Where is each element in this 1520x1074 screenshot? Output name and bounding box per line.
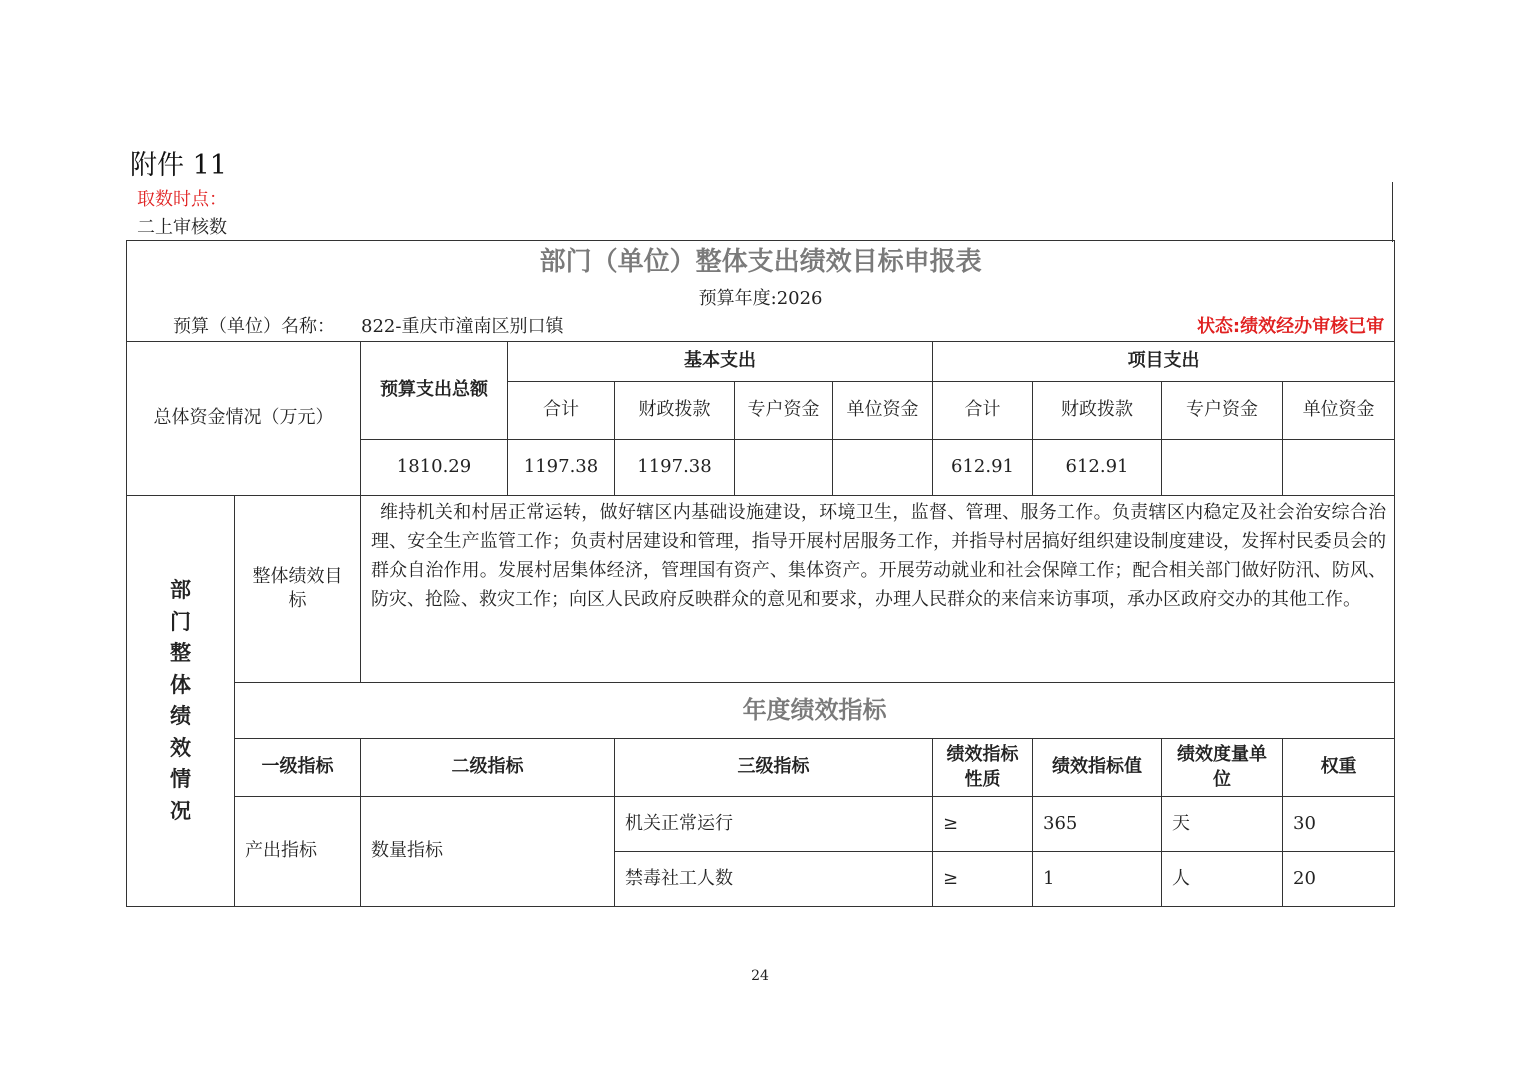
report-title: 部门（单位）整体支出绩效目标申报表 [539, 247, 982, 277]
total-budget-value: 1810.29 [361, 440, 508, 496]
project-fiscal-header: 财政拨款 [1033, 382, 1162, 440]
section-char: 整 [170, 641, 191, 665]
performance-section-label [127, 496, 235, 907]
page-right-border [1392, 182, 1393, 242]
indicator-nature: ≥ [933, 797, 1033, 852]
level1-indicator: 产出指标 [235, 797, 361, 907]
col-level2-indicator: 二级指标 [361, 739, 615, 797]
indicator-weight: 20 [1283, 852, 1395, 907]
col-weight: 权重 [1283, 739, 1395, 797]
level3-indicator: 禁毒社工人数 [615, 852, 933, 907]
total-budget-header: 预算支出总额 [361, 342, 508, 440]
attachment-label [130, 143, 227, 182]
budget-year: 预算年度:2026 [698, 288, 823, 309]
report-header [127, 241, 1395, 342]
section-char: 部 [170, 578, 191, 602]
level2-indicator: 数量指标 [361, 797, 615, 907]
basic-total-header: 合计 [508, 382, 615, 440]
section-char: 况 [170, 798, 191, 823]
take-time-label: 取数时点： [137, 189, 227, 210]
project-total-value: 612.91 [933, 440, 1033, 496]
unit-name: 822-重庆市潼南区别口镇 [361, 316, 564, 337]
unit-label: 预算（单位）名称： [173, 316, 335, 337]
annual-indicators-title: 年度绩效指标 [235, 683, 1395, 739]
col-level3-indicator: 三级指标 [615, 739, 933, 797]
project-fiscal-value: 612.91 [1033, 440, 1162, 496]
status-badge: 状态:绩效经办审核已审 [1196, 316, 1385, 337]
project-special-value [1162, 440, 1283, 496]
col-indicator-nature: 绩效指标性质 [933, 739, 1033, 797]
overall-goal-text: 维持机关和村居正常运转，做好辖区内基础设施建设，环境卫生，监督、管理、服务工作。负责辖区内稳定及社会治安综合治理、安全生产监管工作；负责村居建设和管理，指导开展村居服务工作，并指导村居搞好组织建设制度建设，发挥村民委员会的群众自治作用。发展村居集体经济，管理国有资产、集体资产。开展劳动就业和社会保障工作；配合相关部门做好防汛、防风、防灾、抢险、救灾工作；向区人民政府反映群众的意见和要求，办理人民群众的来信来访事项，承办区政府交办的其他工作。 [361, 496, 1395, 683]
section-char: 体 [170, 672, 191, 697]
basic-special-value [735, 440, 833, 496]
level3-indicator: 机关正常运行 [615, 797, 933, 852]
basic-unit-header: 单位资金 [833, 382, 933, 440]
measure-unit: 人 [1162, 852, 1283, 907]
attachment-word: 附件 [130, 150, 184, 181]
indicator-weight: 30 [1283, 797, 1395, 852]
project-unit-value [1283, 440, 1395, 496]
measure-unit: 天 [1162, 797, 1283, 852]
section-char: 效 [170, 735, 191, 760]
section-char: 绩 [170, 704, 191, 728]
basic-expense-header: 基本支出 [508, 342, 933, 382]
section-char: 情 [170, 767, 191, 791]
col-level1-indicator: 一级指标 [235, 739, 361, 797]
basic-fiscal-header: 财政拨款 [615, 382, 735, 440]
project-expense-header: 项目支出 [933, 342, 1395, 382]
unit-name-line [173, 315, 563, 339]
basic-total-value: 1197.38 [508, 440, 615, 496]
performance-report-table [126, 240, 1395, 907]
attachment-number: 11 [192, 150, 227, 181]
project-special-header: 专户资金 [1162, 382, 1283, 440]
col-measure-unit: 绩效度量单位 [1162, 739, 1283, 797]
section-char: 门 [170, 609, 191, 634]
funds-row-label: 总体资金情况（万元） [127, 342, 361, 496]
project-unit-header: 单位资金 [1283, 382, 1395, 440]
basic-unit-value [833, 440, 933, 496]
basic-special-header: 专户资金 [735, 382, 833, 440]
indicator-value: 1 [1033, 852, 1162, 907]
page-number: 24 [751, 968, 769, 984]
basic-fiscal-value: 1197.38 [615, 440, 735, 496]
indicator-nature: ≥ [933, 852, 1033, 907]
col-indicator-value: 绩效指标值 [1033, 739, 1162, 797]
project-total-header: 合计 [933, 382, 1033, 440]
review-count: 二上审核数 [137, 217, 227, 238]
indicator-value: 365 [1033, 797, 1162, 852]
overall-goal-label: 整体绩效目标 [235, 496, 361, 683]
